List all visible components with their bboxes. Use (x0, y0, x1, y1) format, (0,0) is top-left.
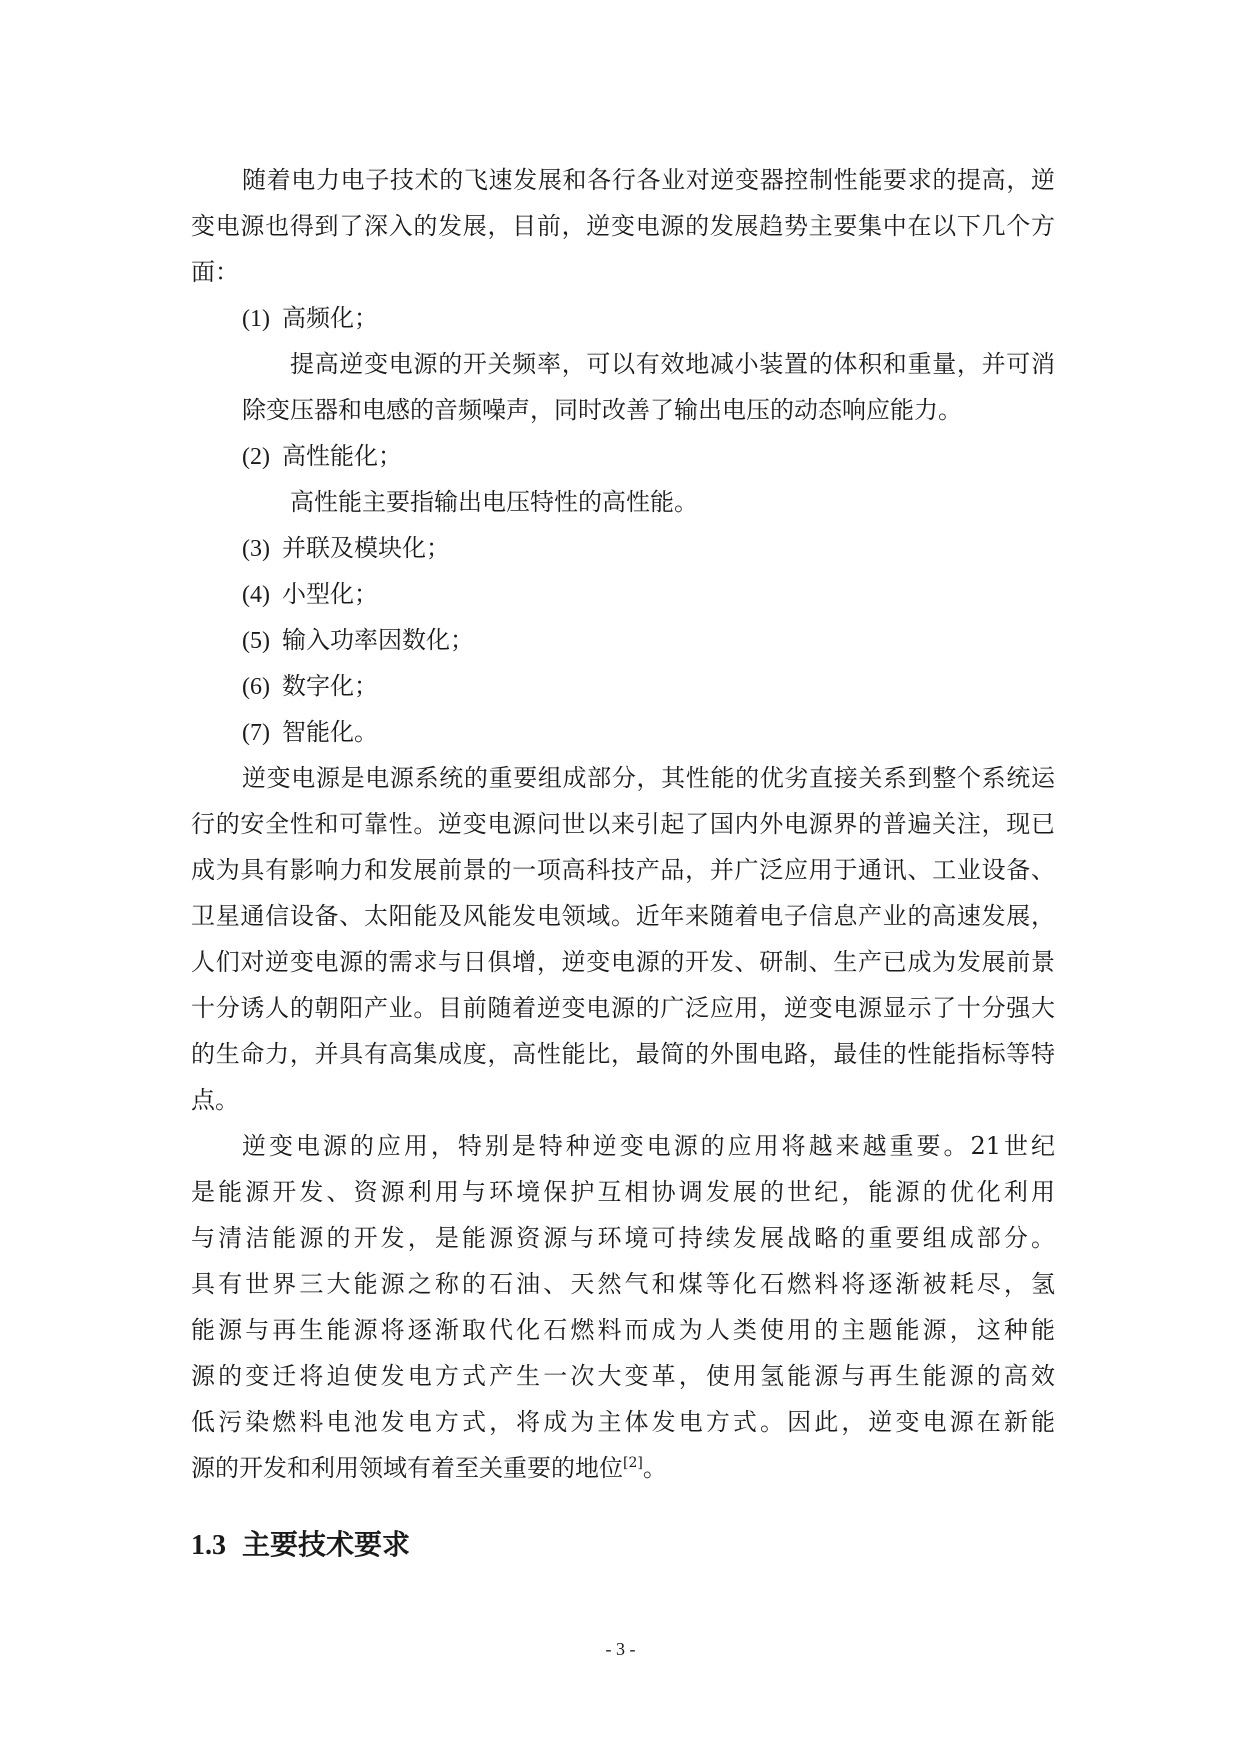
list-item (242, 433, 1055, 479)
list-item-label: 输入功率因数化； (281, 626, 474, 654)
paragraph-line: 能源与再生能源将逐渐取代化石燃料而成为人类使用的主题能源，这种能 (191, 1316, 1055, 1344)
list-item (242, 525, 1055, 571)
intro-line: 变电源也得到了深入的发展，目前，逆变电源的发展趋势主要集中在以下几个方 (191, 212, 1055, 240)
list-item-label: 高频化； (281, 304, 378, 332)
list-item-label: 智能化。 (281, 718, 378, 746)
paragraph-line: 卫星通信设备、太阳能及风能发电领域。近年来随着电子信息产业的高速发展， (191, 902, 1055, 930)
list-marker: (5) (242, 628, 270, 654)
list-marker: (4) (242, 582, 270, 608)
paragraph-line: 低污染燃料电池发电方式，将成为主体发电方式。因此，逆变电源在新能 (191, 1408, 1055, 1436)
list-marker: (6) (242, 674, 270, 700)
list-item (242, 571, 1055, 617)
paragraph-line: 点。 (191, 1086, 239, 1114)
list-item-detail: 高性能主要指输出电压特性的高性能。 (290, 488, 698, 516)
list-marker: (7) (242, 720, 270, 746)
section-heading (191, 1525, 410, 1565)
page-number: - 3 - (605, 1639, 636, 1659)
list-item (242, 709, 1055, 755)
list-item-detail: 除变压器和电感的音频噪声，同时改善了输出电压的动态响应能力。 (242, 396, 962, 424)
intro-line: 面： (191, 258, 239, 286)
intro-line: 随着电力电子技术的飞速发展和各行各业对逆变器控制性能要求的提高，逆 (242, 166, 1055, 194)
citation-reference[interactable]: [2] (623, 1455, 643, 1471)
paragraph-line: 成为具有影响力和发展前景的一项高科技产品，并广泛应用于通讯、工业设备、 (191, 856, 1055, 884)
paragraph-line: 逆变电源的应用，特别是特种逆变电源的应用将越来越重要。21世纪 (242, 1132, 1055, 1160)
section-number: 1.3 (191, 1530, 226, 1561)
list-item (242, 295, 1055, 341)
list-item (242, 663, 1055, 709)
paragraph-line: 是能源开发、资源利用与环境保护互相协调发展的世纪，能源的优化利用 (191, 1178, 1055, 1206)
list-marker: (2) (242, 444, 270, 470)
paragraph-line: 具有世界三大能源之称的石油、天然气和煤等化石燃料将逐渐被耗尽，氢 (191, 1270, 1055, 1298)
paragraph-line: 逆变电源是电源系统的重要组成部分，其性能的优劣直接关系到整个系统运 (242, 764, 1055, 792)
list-marker: (1) (242, 306, 270, 332)
paragraph-line: 的生命力，并具有高集成度，高性能比，最简的外围电路，最佳的性能指标等特 (191, 1040, 1055, 1068)
list-marker: (3) (242, 536, 270, 562)
list-item-detail: 提高逆变电源的开关频率，可以有效地减小装置的体积和重量，并可消 (290, 350, 1055, 378)
paragraph-line (191, 1445, 1055, 1491)
list-item-label: 并联及模块化； (281, 534, 450, 562)
list-item (242, 617, 1055, 663)
section-title: 主要技术要求 (242, 1528, 411, 1561)
paragraph-line: 与清洁能源的开发，是能源资源与环境可持续发展战略的重要组成部分。 (191, 1224, 1055, 1252)
paragraph-last-text: 源的开发和利用领域有着至关重要的地位 (191, 1454, 623, 1482)
list-item-label: 高性能化； (281, 442, 402, 470)
paragraph-line: 行的安全性和可靠性。逆变电源问世以来引起了国内外电源界的普遍关注，现已 (191, 810, 1055, 838)
paragraph-line: 十分诱人的朝阳产业。目前随着逆变电源的广泛应用，逆变电源显示了十分强大 (191, 994, 1055, 1022)
list-item-label: 数字化； (281, 672, 378, 700)
paragraph-line: 源的变迁将迫使发电方式产生一次大变革，使用氢能源与再生能源的高效 (191, 1362, 1055, 1390)
list-item-label: 小型化； (281, 580, 378, 608)
paragraph-line: 人们对逆变电源的需求与日俱增，逆变电源的开发、研制、生产已成为发展前景 (191, 948, 1055, 976)
paragraph-end-punct: 。 (642, 1454, 667, 1482)
